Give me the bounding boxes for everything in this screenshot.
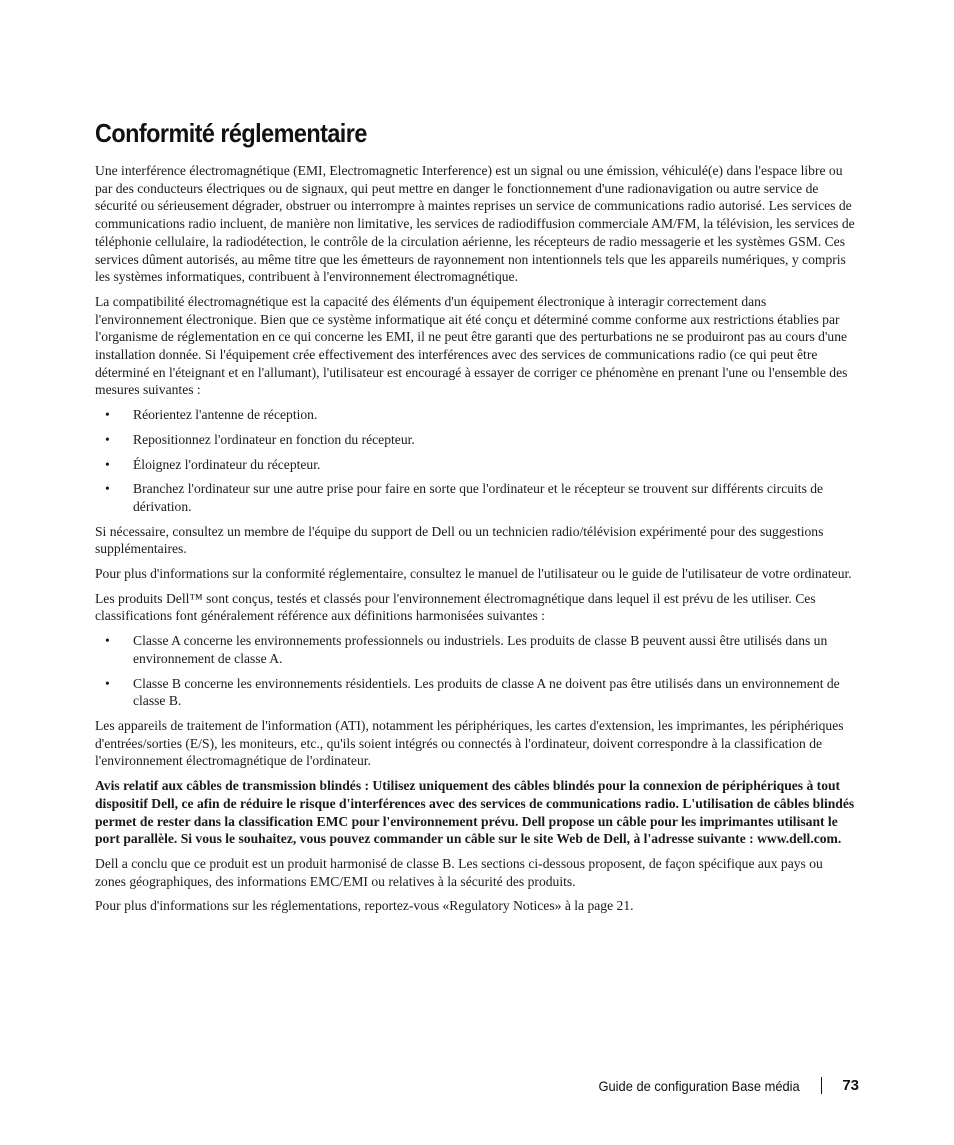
list-item-text: Réorientez l'antenne de réception.	[133, 407, 318, 423]
paragraph-more-info: Pour plus d'informations sur la conformité réglementaire, consultez le manuel de l'utilisateur ou le guide de l'utilisateur de votre ordinateur.	[95, 566, 852, 582]
paragraph-ati: Les appareils de traitement de l'information (ATI), notamment les périphériques, les cartes d'extension, les imprimantes, les périphériques d'entrées/sorties (E/S), les moniteurs, etc., qu'ils soient intégrés ou connectés à l'ordinateur, doivent correspondre à la classification de l'environnement électromagnétique de l'ordinateur.	[95, 717, 844, 769]
footer-guide-title: Guide de configuration Base média	[598, 1077, 800, 1094]
page-footer	[581, 1077, 859, 1094]
classes-list	[95, 632, 857, 710]
list-item	[95, 456, 857, 474]
bullet-icon: •	[105, 407, 110, 423]
paragraph-shielded-cables-notice: Avis relatif aux câbles de transmission blindés : Utilisez uniquement des câbles blindés pour la connexion de périphériques à tout dispositif Dell, ce afin de réduire le risque d'interférences avec des services de communications radio. L'utilisation de câbles blindés permet de rester dans la classification EMC pour l'environnement prévu. Dell propose un câble pour les imprimantes utilisant le port parallèle. Si vous le souhaitez, vous pouvez commander un câble sur le site Web de Dell, à l'adresse suivante : www.dell.com.	[95, 778, 855, 847]
footer-divider	[821, 1077, 822, 1094]
list-item-text: Classe B concerne les environnements résidentiels. Les produits de classe A ne doivent pas être utilisés dans un environnement de classe B.	[133, 675, 840, 709]
bullet-icon: •	[105, 456, 110, 472]
paragraph-dell-products: Les produits Dell™ sont conçus, testés et classés pour l'environnement électromagnétique dans lequel il est prévu de les utiliser. Ces classifications font généralement référence aux définitions harmonisées suivantes :	[95, 590, 816, 624]
list-item-text: Éloignez l'ordinateur du récepteur.	[133, 456, 321, 472]
list-item	[95, 406, 857, 424]
list-item-text: Classe A concerne les environnements professionnels ou industriels. Les produits de classe B peuvent aussi être utilisés dans un environnement de classe A.	[133, 633, 828, 666]
list-item	[95, 431, 857, 449]
list-item-text: Repositionnez l'ordinateur en fonction du récepteur.	[133, 431, 415, 447]
measures-list	[95, 406, 857, 516]
paragraph-class-b: Dell a conclu que ce produit est un produit harmonisé de classe B. Les sections ci-dessous proposent, de façon spécifique aux pays ou zones géographiques, des informations EMC/EMI ou relatives à la sécurité des produits.	[95, 855, 823, 889]
bullet-icon: •	[105, 431, 110, 447]
list-item-text: Branchez l'ordinateur sur une autre prise pour faire en sorte que l'ordinateur et le récepteur se trouvent sur différents circuits de dérivation.	[133, 481, 824, 514]
bullet-icon: •	[105, 633, 110, 649]
paragraph-emc-compatibility: La compatibilité électromagnétique est la capacité des éléments d'un équipement électronique à interagir correctement dans l'environnement électronique. Bien que ce système informatique ait été conçu et déterminé comme conforme aux restrictions établies par l'organisme de réglementation en ce qui concerne les EMI, il ne peut être garanti que des perturbations ne se produiront pas au cours d'une installation donnée. Si l'équipement crée effectivement des interférences avec des services de communications radio (ce qui peut être déterminé en l'éteignant et en l'allumant), l'utilisateur est encouragé à essayer de corriger ce phénomène en prenant l'une ou l'ensemble des mesures suivantes :	[95, 293, 848, 398]
bullet-icon: •	[105, 481, 110, 497]
paragraph-emi-definition: Une interférence électromagnétique (EMI, Electromagnetic Interference) est un signal ou une émission, véhiculé(e) dans l'espace libre ou par des conducteurs électriques ou de signaux, qui peut mettre en danger le fonctionnement d'une radionavigation ou autre service de sécurité ou sérieusement dégrader, obstruer ou interrompre à maintes reprises un service de communications radio autorisé. Les services de communications radio incluent, de manière non limitative, les services de radiodiffusion commerciale AM/FM, la télévision, les services de téléphonie cellulaire, la radiodétection, le contrôle de la circulation aérienne, les récepteurs de radio messagerie et les systèmes GSM. Ces services dûment autorisés, au même titre que les émetteurs de rayonnement non intentionnels tels que les appareils numériques, y compris les systèmes informatiques, contribuent à l'environnement électromagnétique.	[95, 163, 855, 285]
paragraph-regulatory-reference: Pour plus d'informations sur les réglementations, reportez-vous «Regulatory Notices» à la page 21.	[95, 898, 634, 914]
bullet-icon: •	[105, 675, 110, 691]
list-item	[95, 480, 857, 515]
list-item	[95, 632, 857, 667]
document-body	[95, 162, 857, 922]
list-item	[95, 675, 857, 710]
paragraph-support: Si nécessaire, consultez un membre de l'équipe du support de Dell ou un technicien radio/télévision expérimenté pour des suggestions supplémentaires.	[95, 523, 824, 557]
page-number: 73	[842, 1077, 859, 1094]
page-title: Conformité réglementaire	[95, 118, 367, 148]
